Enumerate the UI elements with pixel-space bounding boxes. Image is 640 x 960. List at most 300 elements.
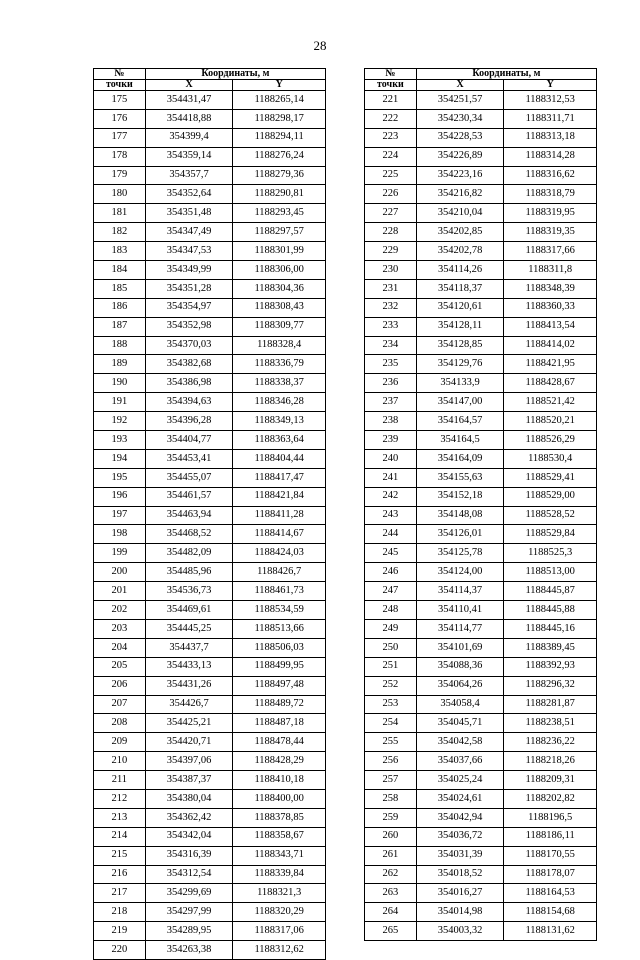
table-row: [365, 223, 597, 242]
table-row: [94, 242, 326, 261]
x-coordinate-cell: 354433,13: [145, 657, 233, 676]
header-coordinates: Координаты, м: [145, 69, 325, 80]
x-coordinate-cell: 354164,5: [416, 431, 504, 450]
table-row: [365, 922, 597, 941]
x-coordinate-cell: 354202,78: [416, 242, 504, 261]
point-number-cell: 233: [365, 317, 417, 336]
y-coordinate-cell: 1188400,00: [233, 789, 326, 808]
x-coordinate-cell: 354031,39: [416, 846, 504, 865]
point-number-cell: 195: [94, 468, 146, 487]
y-coordinate-cell: 1188294,11: [233, 128, 326, 147]
table-row: [365, 374, 597, 393]
y-coordinate-cell: 1188360,33: [504, 298, 597, 317]
table-row: [94, 166, 326, 185]
point-number-cell: 185: [94, 279, 146, 298]
x-coordinate-cell: 354120,61: [416, 298, 504, 317]
point-number-cell: 191: [94, 393, 146, 412]
point-number-cell: 221: [365, 91, 417, 110]
x-coordinate-cell: 354114,77: [416, 619, 504, 638]
x-coordinate-cell: 354114,37: [416, 582, 504, 601]
y-coordinate-cell: 1188236,22: [504, 733, 597, 752]
y-coordinate-cell: 1188186,11: [504, 827, 597, 846]
table-row: [365, 166, 597, 185]
point-number-cell: 237: [365, 393, 417, 412]
table-row: [365, 468, 597, 487]
x-coordinate-cell: 354230,34: [416, 109, 504, 128]
y-coordinate-cell: 1188411,28: [233, 506, 326, 525]
table-row: [365, 903, 597, 922]
point-number-cell: 188: [94, 336, 146, 355]
header-number-bottom: точки: [365, 80, 417, 91]
x-coordinate-cell: 354380,04: [145, 789, 233, 808]
point-number-cell: 247: [365, 582, 417, 601]
x-coordinate-cell: 354042,58: [416, 733, 504, 752]
table-row: [365, 261, 597, 280]
point-number-cell: 190: [94, 374, 146, 393]
point-number-cell: 208: [94, 714, 146, 733]
point-number-cell: 193: [94, 431, 146, 450]
y-coordinate-cell: 1188529,41: [504, 468, 597, 487]
y-coordinate-cell: 1188497,48: [233, 676, 326, 695]
table-row: [94, 695, 326, 714]
point-number-cell: 217: [94, 884, 146, 903]
table-row: [94, 941, 326, 960]
y-coordinate-cell: 1188389,45: [504, 638, 597, 657]
table-row: [365, 412, 597, 431]
x-coordinate-cell: 354228,53: [416, 128, 504, 147]
x-coordinate-cell: 354354,97: [145, 298, 233, 317]
y-coordinate-cell: 1188424,03: [233, 544, 326, 563]
table-row: [94, 619, 326, 638]
point-number-cell: 261: [365, 846, 417, 865]
x-coordinate-cell: 354024,61: [416, 789, 504, 808]
x-coordinate-cell: 354216,82: [416, 185, 504, 204]
y-coordinate-cell: 1188529,84: [504, 525, 597, 544]
point-number-cell: 238: [365, 412, 417, 431]
table-row: [94, 563, 326, 582]
point-number-cell: 264: [365, 903, 417, 922]
x-coordinate-cell: 354126,01: [416, 525, 504, 544]
table-row: [365, 657, 597, 676]
x-coordinate-cell: 354155,63: [416, 468, 504, 487]
y-coordinate-cell: 1188404,44: [233, 449, 326, 468]
y-coordinate-cell: 1188314,28: [504, 147, 597, 166]
point-number-cell: 214: [94, 827, 146, 846]
point-number-cell: 229: [365, 242, 417, 261]
x-coordinate-cell: 354455,07: [145, 468, 233, 487]
y-coordinate-cell: 1188413,54: [504, 317, 597, 336]
x-coordinate-cell: 354045,71: [416, 714, 504, 733]
y-coordinate-cell: 1188316,62: [504, 166, 597, 185]
x-coordinate-cell: 354426,7: [145, 695, 233, 714]
table-row: [94, 733, 326, 752]
header-y: Y: [233, 80, 326, 91]
table-row: [94, 884, 326, 903]
point-number-cell: 240: [365, 449, 417, 468]
x-coordinate-cell: 354064,26: [416, 676, 504, 695]
y-coordinate-cell: 1188378,85: [233, 808, 326, 827]
point-number-cell: 176: [94, 109, 146, 128]
x-coordinate-cell: 354396,28: [145, 412, 233, 431]
point-number-cell: 227: [365, 204, 417, 223]
table-row: [94, 317, 326, 336]
x-coordinate-cell: 354037,66: [416, 752, 504, 771]
point-number-cell: 236: [365, 374, 417, 393]
x-coordinate-cell: 354147,00: [416, 393, 504, 412]
y-coordinate-cell: 1188209,31: [504, 771, 597, 790]
point-number-cell: 204: [94, 638, 146, 657]
point-number-cell: 228: [365, 223, 417, 242]
y-coordinate-cell: 1188428,29: [233, 752, 326, 771]
y-coordinate-cell: 1188348,39: [504, 279, 597, 298]
x-coordinate-cell: 354404,77: [145, 431, 233, 450]
x-coordinate-cell: 354431,26: [145, 676, 233, 695]
y-coordinate-cell: 1188525,3: [504, 544, 597, 563]
y-coordinate-cell: 1188290,81: [233, 185, 326, 204]
point-number-cell: 218: [94, 903, 146, 922]
point-number-cell: 253: [365, 695, 417, 714]
x-coordinate-cell: 354482,09: [145, 544, 233, 563]
y-coordinate-cell: 1188170,55: [504, 846, 597, 865]
y-coordinate-cell: 1188312,53: [504, 91, 597, 110]
table-row: [365, 752, 597, 771]
point-number-cell: 192: [94, 412, 146, 431]
y-coordinate-cell: 1188521,42: [504, 393, 597, 412]
table-row: [365, 525, 597, 544]
table-row: [365, 884, 597, 903]
x-coordinate-cell: 354352,64: [145, 185, 233, 204]
x-coordinate-cell: 354124,00: [416, 563, 504, 582]
table-row: [94, 185, 326, 204]
table-row: [365, 865, 597, 884]
x-coordinate-cell: 354469,61: [145, 601, 233, 620]
y-coordinate-cell: 1188461,73: [233, 582, 326, 601]
table-row: [94, 393, 326, 412]
table-row: [94, 676, 326, 695]
y-coordinate-cell: 1188528,52: [504, 506, 597, 525]
table-row: [94, 279, 326, 298]
y-coordinate-cell: 1188319,95: [504, 204, 597, 223]
x-coordinate-cell: 354485,96: [145, 563, 233, 582]
table-row: [94, 487, 326, 506]
y-coordinate-cell: 1188317,06: [233, 922, 326, 941]
x-coordinate-cell: 354133,9: [416, 374, 504, 393]
x-coordinate-cell: 354397,06: [145, 752, 233, 771]
header-y: Y: [504, 80, 597, 91]
x-coordinate-cell: 354118,37: [416, 279, 504, 298]
point-number-cell: 184: [94, 261, 146, 280]
y-coordinate-cell: 1188445,16: [504, 619, 597, 638]
point-number-cell: 213: [94, 808, 146, 827]
y-coordinate-cell: 1188392,93: [504, 657, 597, 676]
x-coordinate-cell: 354347,49: [145, 223, 233, 242]
point-number-cell: 180: [94, 185, 146, 204]
x-coordinate-cell: 354463,94: [145, 506, 233, 525]
y-coordinate-cell: 1188311,8: [504, 261, 597, 280]
point-number-cell: 211: [94, 771, 146, 790]
y-coordinate-cell: 1188306,00: [233, 261, 326, 280]
y-coordinate-cell: 1188265,14: [233, 91, 326, 110]
point-number-cell: 206: [94, 676, 146, 695]
header-number-top: №: [94, 69, 146, 80]
point-number-cell: 201: [94, 582, 146, 601]
y-coordinate-cell: 1188489,72: [233, 695, 326, 714]
y-coordinate-cell: 1188320,29: [233, 903, 326, 922]
x-coordinate-cell: 354110,41: [416, 601, 504, 620]
x-coordinate-cell: 354536,73: [145, 582, 233, 601]
point-number-cell: 196: [94, 487, 146, 506]
y-coordinate-cell: 1188530,4: [504, 449, 597, 468]
table-row: [365, 695, 597, 714]
x-coordinate-cell: 354129,76: [416, 355, 504, 374]
y-coordinate-cell: 1188309,77: [233, 317, 326, 336]
y-coordinate-cell: 1188339,84: [233, 865, 326, 884]
x-coordinate-cell: 354394,63: [145, 393, 233, 412]
y-coordinate-cell: 1188487,18: [233, 714, 326, 733]
y-coordinate-cell: 1188312,62: [233, 941, 326, 960]
header-x: X: [416, 80, 504, 91]
x-coordinate-cell: 354351,28: [145, 279, 233, 298]
table-row: [94, 128, 326, 147]
y-coordinate-cell: 1188358,67: [233, 827, 326, 846]
coordinates-table-left: [93, 68, 326, 960]
x-coordinate-cell: 354461,57: [145, 487, 233, 506]
table-row: [365, 128, 597, 147]
point-number-cell: 231: [365, 279, 417, 298]
x-coordinate-cell: 354359,14: [145, 147, 233, 166]
table-row: [365, 487, 597, 506]
table-row: [94, 431, 326, 450]
y-coordinate-cell: 1188321,3: [233, 884, 326, 903]
y-coordinate-cell: 1188421,95: [504, 355, 597, 374]
point-number-cell: 177: [94, 128, 146, 147]
y-coordinate-cell: 1188445,87: [504, 582, 597, 601]
point-number-cell: 175: [94, 91, 146, 110]
point-number-cell: 241: [365, 468, 417, 487]
table-row: [365, 317, 597, 336]
table-row: [94, 525, 326, 544]
x-coordinate-cell: 354370,03: [145, 336, 233, 355]
point-number-cell: 256: [365, 752, 417, 771]
point-number-cell: 183: [94, 242, 146, 261]
y-coordinate-cell: 1188336,79: [233, 355, 326, 374]
x-coordinate-cell: 354420,71: [145, 733, 233, 752]
x-coordinate-cell: 354445,25: [145, 619, 233, 638]
coordinates-table-right: [364, 68, 597, 941]
point-number-cell: 255: [365, 733, 417, 752]
x-coordinate-cell: 354226,89: [416, 147, 504, 166]
y-coordinate-cell: 1188196,5: [504, 808, 597, 827]
x-coordinate-cell: 354386,98: [145, 374, 233, 393]
x-coordinate-cell: 354125,78: [416, 544, 504, 563]
table-row: [365, 563, 597, 582]
table-row: [94, 846, 326, 865]
table-row: [94, 752, 326, 771]
table-row: [365, 431, 597, 450]
y-coordinate-cell: 1188529,00: [504, 487, 597, 506]
x-coordinate-cell: 354437,7: [145, 638, 233, 657]
y-coordinate-cell: 1188534,59: [233, 601, 326, 620]
y-coordinate-cell: 1188218,26: [504, 752, 597, 771]
y-coordinate-cell: 1188426,7: [233, 563, 326, 582]
point-number-cell: 197: [94, 506, 146, 525]
y-coordinate-cell: 1188298,17: [233, 109, 326, 128]
table-row: [94, 374, 326, 393]
y-coordinate-cell: 1188317,66: [504, 242, 597, 261]
x-coordinate-cell: 354362,42: [145, 808, 233, 827]
x-coordinate-cell: 354352,98: [145, 317, 233, 336]
point-number-cell: 224: [365, 147, 417, 166]
y-coordinate-cell: 1188421,84: [233, 487, 326, 506]
table-row: [365, 714, 597, 733]
point-number-cell: 226: [365, 185, 417, 204]
table-row: [94, 468, 326, 487]
table-row: [365, 91, 597, 110]
point-number-cell: 225: [365, 166, 417, 185]
point-number-cell: 251: [365, 657, 417, 676]
point-number-cell: 198: [94, 525, 146, 544]
y-coordinate-cell: 1188428,67: [504, 374, 597, 393]
y-coordinate-cell: 1188202,82: [504, 789, 597, 808]
point-number-cell: 259: [365, 808, 417, 827]
x-coordinate-cell: 354263,38: [145, 941, 233, 960]
table-row: [365, 279, 597, 298]
y-coordinate-cell: 1188349,13: [233, 412, 326, 431]
table-row: [94, 412, 326, 431]
table-row: [365, 846, 597, 865]
point-number-cell: 239: [365, 431, 417, 450]
y-coordinate-cell: 1188506,03: [233, 638, 326, 657]
table-row: [365, 676, 597, 695]
table-row: [94, 865, 326, 884]
point-number-cell: 209: [94, 733, 146, 752]
point-number-cell: 205: [94, 657, 146, 676]
x-coordinate-cell: 354210,04: [416, 204, 504, 223]
table-row: [94, 355, 326, 374]
y-coordinate-cell: 1188131,62: [504, 922, 597, 941]
table-row: [94, 771, 326, 790]
x-coordinate-cell: 354418,88: [145, 109, 233, 128]
table-row: [365, 544, 597, 563]
table-row: [365, 808, 597, 827]
point-number-cell: 212: [94, 789, 146, 808]
x-coordinate-cell: 354357,7: [145, 166, 233, 185]
table-row: [94, 601, 326, 620]
x-coordinate-cell: 354342,04: [145, 827, 233, 846]
point-number-cell: 258: [365, 789, 417, 808]
table-row: [94, 544, 326, 563]
point-number-cell: 202: [94, 601, 146, 620]
x-coordinate-cell: 354018,52: [416, 865, 504, 884]
x-coordinate-cell: 354316,39: [145, 846, 233, 865]
table-row: [365, 789, 597, 808]
table-row: [94, 449, 326, 468]
point-number-cell: 244: [365, 525, 417, 544]
x-coordinate-cell: 354058,4: [416, 695, 504, 714]
y-coordinate-cell: 1188513,00: [504, 563, 597, 582]
table-row: [365, 601, 597, 620]
point-number-cell: 263: [365, 884, 417, 903]
y-coordinate-cell: 1188297,57: [233, 223, 326, 242]
x-coordinate-cell: 354088,36: [416, 657, 504, 676]
y-coordinate-cell: 1188301,99: [233, 242, 326, 261]
table-row: [94, 336, 326, 355]
x-coordinate-cell: 354003,32: [416, 922, 504, 941]
point-number-cell: 220: [94, 941, 146, 960]
point-number-cell: 222: [365, 109, 417, 128]
header-x: X: [145, 80, 233, 91]
x-coordinate-cell: 354453,41: [145, 449, 233, 468]
point-number-cell: 200: [94, 563, 146, 582]
table-row: [94, 638, 326, 657]
table-row: [94, 827, 326, 846]
x-coordinate-cell: 354042,94: [416, 808, 504, 827]
table-row: [365, 771, 597, 790]
x-coordinate-cell: 354251,57: [416, 91, 504, 110]
x-coordinate-cell: 354351,48: [145, 204, 233, 223]
y-coordinate-cell: 1188238,51: [504, 714, 597, 733]
point-number-cell: 235: [365, 355, 417, 374]
y-coordinate-cell: 1188513,66: [233, 619, 326, 638]
x-coordinate-cell: 354202,85: [416, 223, 504, 242]
point-number-cell: 265: [365, 922, 417, 941]
table-row: [365, 638, 597, 657]
x-coordinate-cell: 354431,47: [145, 91, 233, 110]
y-coordinate-cell: 1188311,71: [504, 109, 597, 128]
table-row: [365, 582, 597, 601]
y-coordinate-cell: 1188281,87: [504, 695, 597, 714]
point-number-cell: 230: [365, 261, 417, 280]
table-row: [365, 355, 597, 374]
point-number-cell: 215: [94, 846, 146, 865]
point-number-cell: 179: [94, 166, 146, 185]
x-coordinate-cell: 354399,4: [145, 128, 233, 147]
table-row: [94, 91, 326, 110]
point-number-cell: 216: [94, 865, 146, 884]
x-coordinate-cell: 354164,09: [416, 449, 504, 468]
table-row: [365, 619, 597, 638]
table-row: [365, 733, 597, 752]
point-number-cell: 223: [365, 128, 417, 147]
point-number-cell: 254: [365, 714, 417, 733]
y-coordinate-cell: 1188308,43: [233, 298, 326, 317]
point-number-cell: 182: [94, 223, 146, 242]
x-coordinate-cell: 354299,69: [145, 884, 233, 903]
y-coordinate-cell: 1188319,35: [504, 223, 597, 242]
header-coordinates: Координаты, м: [416, 69, 596, 80]
y-coordinate-cell: 1188414,02: [504, 336, 597, 355]
y-coordinate-cell: 1188417,47: [233, 468, 326, 487]
x-coordinate-cell: 354382,68: [145, 355, 233, 374]
y-coordinate-cell: 1188410,18: [233, 771, 326, 790]
y-coordinate-cell: 1188346,28: [233, 393, 326, 412]
point-number-cell: 189: [94, 355, 146, 374]
x-coordinate-cell: 354387,37: [145, 771, 233, 790]
table-row: [94, 922, 326, 941]
x-coordinate-cell: 354152,18: [416, 487, 504, 506]
point-number-cell: 248: [365, 601, 417, 620]
table-row: [365, 204, 597, 223]
table-row: [94, 714, 326, 733]
point-number-cell: 199: [94, 544, 146, 563]
y-coordinate-cell: 1188296,32: [504, 676, 597, 695]
point-number-cell: 243: [365, 506, 417, 525]
x-coordinate-cell: 354349,99: [145, 261, 233, 280]
x-coordinate-cell: 354101,69: [416, 638, 504, 657]
point-number-cell: 219: [94, 922, 146, 941]
table-row: [94, 808, 326, 827]
point-number-cell: 194: [94, 449, 146, 468]
